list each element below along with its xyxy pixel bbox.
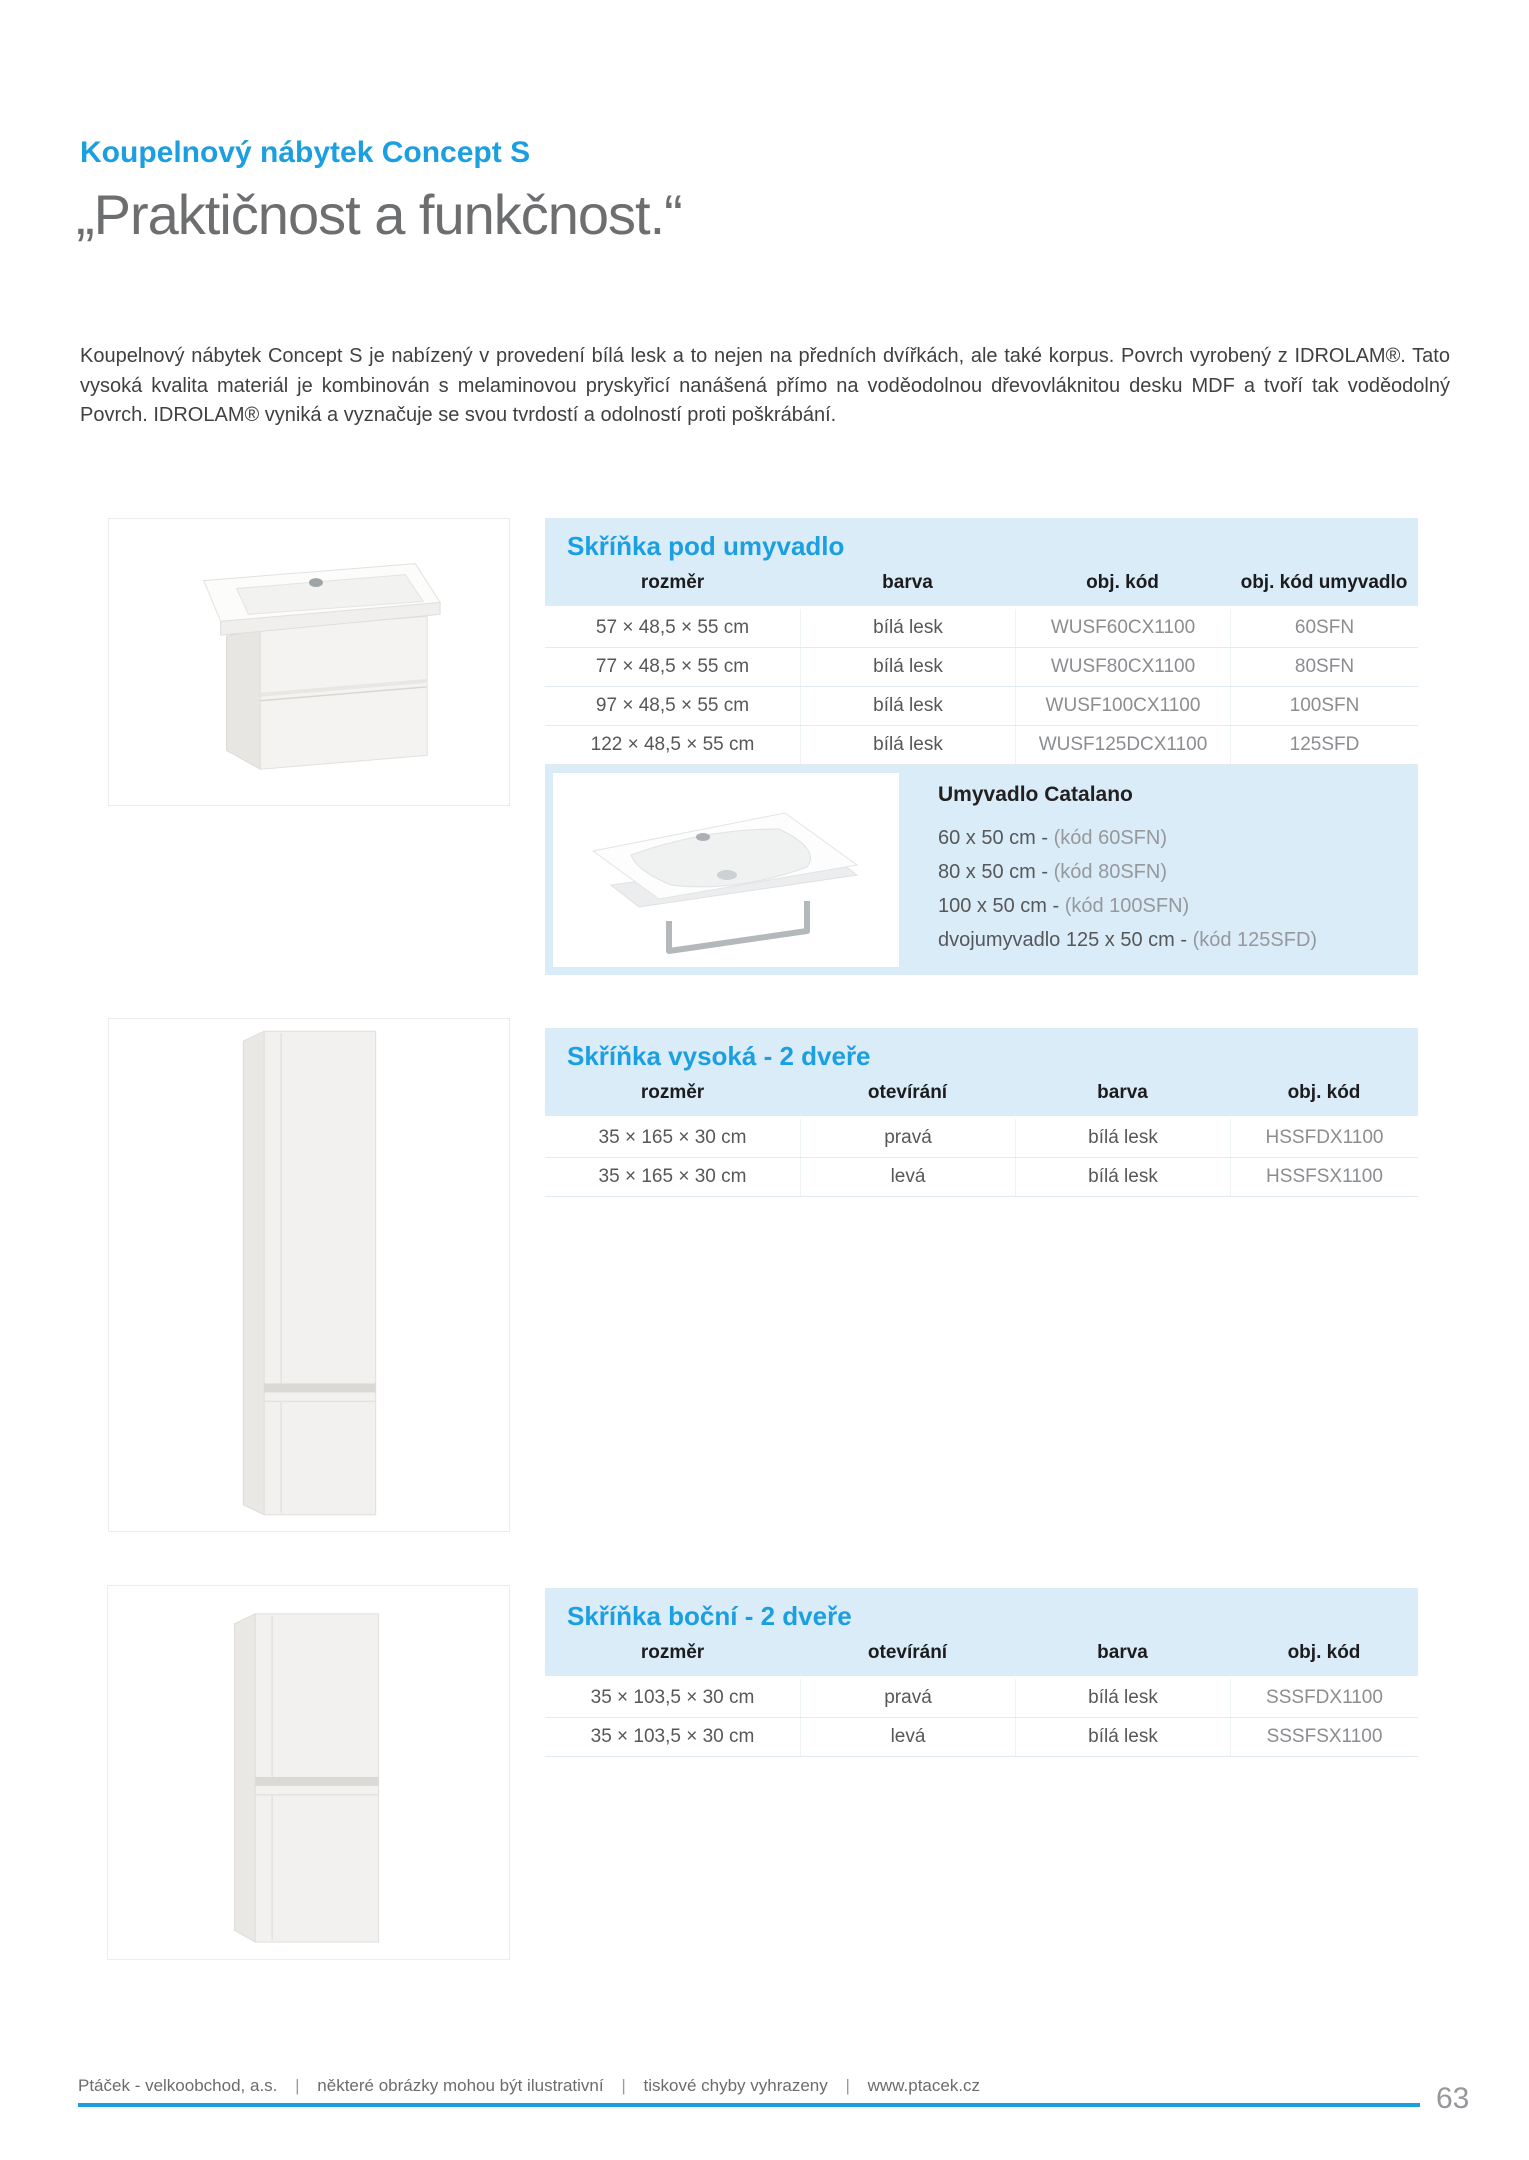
cell-barva: bílá lesk: [800, 687, 1015, 725]
cell-rozmer: 35 × 103,5 × 30 cm: [590, 1726, 755, 1747]
size-code: (kód 80SFN): [1053, 861, 1167, 883]
footer-note-images: některé obrázky mohou být ilustrativní: [317, 2076, 604, 2095]
table-title: Skříňka boční - 2 dveře: [567, 1601, 852, 1631]
cell-barva: bílá lesk: [1015, 1119, 1230, 1157]
column-header-barva: barva: [882, 572, 933, 593]
cell-barva: bílá lesk: [1015, 1158, 1230, 1196]
cell-obj-kod: WUSF80CX1100: [1015, 648, 1230, 686]
cell-obj-kod: SSSFSX1100: [1230, 1718, 1418, 1756]
column-header-obj-kod: obj. kód: [1287, 1082, 1361, 1103]
intro-paragraph: Koupelnový nábytek Concept S je nabízený v provedení bílá lesk a to nejen na předních dvířkách, ale také korpus. Povrch vyrobený z IDROLAM®. Tato vysoká kvalita materiál je kombinován s melaminovou pryskyřicí nanášená přímo na voděodolnou dřevovláknitou desku MDF a tvoří tak voděodolný Povrch. IDROLAM® vyniká a vyznačuje se svou tvrdostí a odolností proti poškrábání.: [80, 345, 1450, 426]
footer-separator: |: [621, 2076, 626, 2095]
size-text: 100 x 50 cm -: [938, 895, 1065, 917]
cell-rozmer: 77 × 48,5 × 55 cm: [595, 656, 750, 677]
table-head: [545, 1028, 1418, 1116]
table-row: [545, 726, 1418, 765]
cell-otevirani: levá: [800, 1718, 1015, 1756]
tall-cabinet-image: [109, 1019, 509, 1531]
product-table-skrinka-pod-umyvadlo: [545, 518, 1418, 765]
size-code: (kód 60SFN): [1053, 827, 1167, 849]
table-title: Skříňka pod umyvadlo: [567, 531, 845, 561]
side-cabinet-image: [108, 1586, 509, 1959]
column-header-rozmer: rozměr: [640, 1082, 705, 1103]
cell-otevirani: levá: [800, 1158, 1015, 1196]
page-heading-quote: „Praktičnost a funkčnost.“: [76, 183, 682, 246]
size-text: dvojumyvadlo 125 x 50 cm -: [938, 929, 1193, 951]
footer-meta: [78, 2076, 980, 2096]
footer-company: Ptáček - velkoobchod, a.s.: [78, 2076, 278, 2095]
cell-rozmer: 35 × 165 × 30 cm: [598, 1166, 747, 1187]
cell-barva: bílá lesk: [1015, 1679, 1230, 1717]
cell-rozmer: 35 × 103,5 × 30 cm: [590, 1687, 755, 1708]
table-body: [545, 1119, 1418, 1197]
table-row: [545, 1119, 1418, 1158]
table-head: [545, 518, 1418, 606]
table-row: [545, 648, 1418, 687]
table-row: [545, 1158, 1418, 1197]
size-text: 60 x 50 cm -: [938, 827, 1054, 849]
page-number: 63: [1436, 2082, 1470, 2115]
column-header-otevirani: otevírání: [867, 1642, 948, 1663]
table-column-headers: [545, 566, 1418, 606]
column-header-barva: barva: [1097, 1642, 1148, 1663]
table-body: [545, 609, 1418, 765]
product-table-skrinka-vysoka: [545, 1028, 1418, 1197]
table-row: [545, 1679, 1418, 1718]
cell-otevirani: pravá: [800, 1119, 1015, 1157]
cell-obj-kod: HSSFSX1100: [1230, 1158, 1418, 1196]
cell-barva: bílá lesk: [800, 726, 1015, 764]
product-table-skrinka-bocni: [545, 1588, 1418, 1757]
column-header-rozmer: rozměr: [640, 1642, 705, 1663]
cell-barva: bílá lesk: [1015, 1718, 1230, 1756]
size-code: (kód 125SFD): [1192, 929, 1318, 951]
washbasin-size-line: [938, 821, 1317, 855]
cell-otevirani: pravá: [800, 1679, 1015, 1717]
washbasin-size-line: [938, 889, 1317, 923]
table-title: Skříňka vysoká - 2 dveře: [567, 1041, 871, 1071]
cell-obj-kod: HSSFDX1100: [1230, 1119, 1418, 1157]
footer-separator: |: [845, 2076, 850, 2095]
washbasin-image: [553, 773, 899, 967]
brand-title: Koupelnový nábytek Concept S: [80, 136, 531, 169]
cell-rozmer: 35 × 165 × 30 cm: [598, 1127, 747, 1148]
table-column-headers: [545, 1636, 1418, 1676]
side-cabinet-image-box: [107, 1585, 510, 1960]
column-header-obj-kod: obj. kód: [1287, 1642, 1361, 1663]
table-row: [545, 609, 1418, 648]
table-body: [545, 1679, 1418, 1757]
column-header-obj-kod-umyvadlo: obj. kód umyvadlo: [1240, 572, 1408, 593]
footer-rule: [78, 2103, 1420, 2107]
table-row: [545, 687, 1418, 726]
cell-obj-kod-umyvadlo: 100SFN: [1230, 687, 1418, 725]
footer-website: www.ptacek.cz: [867, 2076, 981, 2095]
washbasin-image-card: [553, 773, 899, 967]
cell-obj-kod-umyvadlo: 80SFN: [1230, 648, 1418, 686]
cell-obj-kod: WUSF100CX1100: [1015, 687, 1230, 725]
cell-rozmer: 97 × 48,5 × 55 cm: [595, 695, 750, 716]
cell-obj-kod: SSSFDX1100: [1230, 1679, 1418, 1717]
washbasin-size-line: [938, 855, 1317, 889]
washbasin-info: [938, 783, 1317, 957]
washbasin-cabinet-image: [109, 519, 509, 805]
footer-separator: |: [295, 2076, 300, 2095]
size-code: (kód 100SFN): [1064, 895, 1190, 917]
washbasin-cabinet-image-box: [108, 518, 510, 806]
size-text: 80 x 50 cm -: [938, 861, 1054, 883]
footer-note-errors: tiskové chyby vyhrazeny: [643, 2076, 828, 2095]
cell-obj-kod: WUSF125DCX1100: [1015, 726, 1230, 764]
washbasin-info-panel: [545, 765, 1418, 975]
cell-barva: bílá lesk: [800, 609, 1015, 647]
cell-obj-kod: WUSF60CX1100: [1015, 609, 1230, 647]
cell-rozmer: 122 × 48,5 × 55 cm: [590, 734, 755, 755]
column-header-obj-kod: obj. kód: [1086, 572, 1159, 593]
column-header-rozmer: rozměr: [640, 572, 705, 593]
tall-cabinet-image-box: [108, 1018, 510, 1532]
column-header-otevirani: otevírání: [867, 1082, 948, 1103]
table-head: [545, 1588, 1418, 1676]
column-header-barva: barva: [1097, 1082, 1148, 1103]
cell-rozmer: 57 × 48,5 × 55 cm: [595, 617, 750, 638]
cell-barva: bílá lesk: [800, 648, 1015, 686]
cell-obj-kod-umyvadlo: 125SFD: [1230, 726, 1418, 764]
table-column-headers: [545, 1076, 1418, 1116]
washbasin-size-line: [938, 923, 1317, 957]
washbasin-info-title: Umyvadlo Catalano: [938, 783, 1133, 806]
table-row: [545, 1718, 1418, 1757]
cell-obj-kod-umyvadlo: 60SFN: [1230, 609, 1418, 647]
